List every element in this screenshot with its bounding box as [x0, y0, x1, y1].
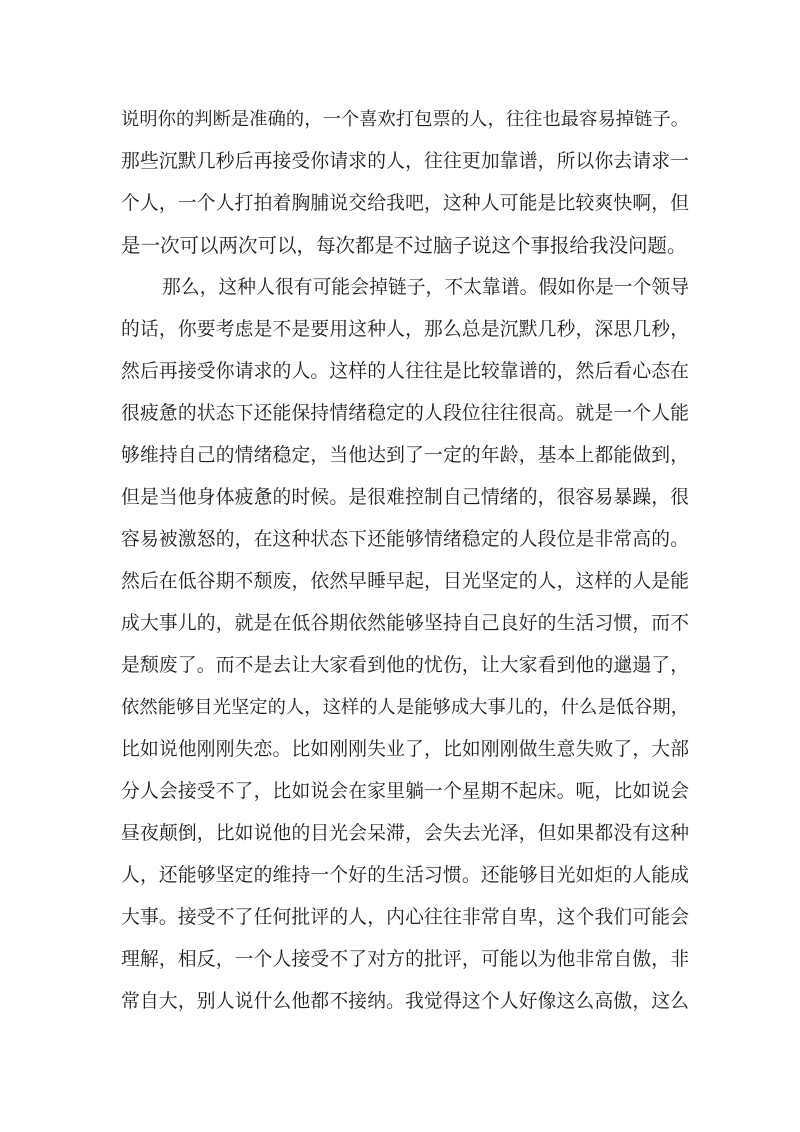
text-line: 理解，相反，一个人接受不了对方的批评，可能以为他非常自傲，非 [121, 949, 689, 970]
text-line: 个人，一个人打拍着胸脯说交给我吧，这种人可能是比较爽快啊，但 [121, 193, 689, 214]
text-line: 常自大，别人说什么他都不接纳。我觉得这个人好像这么高傲，这么 [121, 991, 689, 1012]
text-line: 比如说他刚刚失恋。比如刚刚失业了，比如刚刚做生意失败了，大部 [121, 739, 689, 760]
text-line: 那些沉默几秒后再接受你请求的人，往往更加靠谱，所以你去请求一 [121, 151, 689, 172]
text-line: 然后在低谷期不颓废，依然早睡早起，目光坚定的人，这样的人是能 [121, 571, 689, 592]
text-line: 成大事儿的，就是在低谷期依然能够坚持自己良好的生活习惯，而不 [121, 613, 689, 634]
text-line: 分人会接受不了，比如说会在家里躺一个星期不起床。呃，比如说会 [121, 781, 689, 802]
document-body [121, 99, 689, 1023]
text-line: 大事。接受不了任何批评的人，内心往往非常自卑，这个我们可能会 [121, 907, 689, 928]
text-line: 然后再接受你请求的人。这样的人往往是比较靠谱的，然后看心态在 [121, 361, 689, 382]
text-line: 昼夜颠倒，比如说他的目光会呆滞，会失去光泽，但如果都没有这种 [121, 823, 689, 844]
text-line: 那么，这种人很有可能会掉链子，不太靠谱。假如你是一个领导 [162, 277, 689, 298]
text-line: 是颓废了。而不是去让大家看到他的忧伤，让大家看到他的邋遢了， [121, 655, 689, 676]
text-line: 的话，你要考虑是不是要用这种人，那么总是沉默几秒，深思几秒， [121, 319, 689, 340]
text-line: 容易被激怒的，在这种状态下还能够情绪稳定的人段位是非常高的。 [121, 529, 689, 550]
text-line: 是一次可以两次可以，每次都是不过脑子说这个事报给我没问题。 [121, 234, 687, 257]
text-line: 够维持自己的情绪稳定，当他达到了一定的年龄，基本上都能做到， [121, 445, 689, 466]
text-line: 说明你的判断是准确的，一个喜欢打包票的人，往往也最容易掉链子。 [121, 109, 689, 130]
text-line: 很疲惫的状态下还能保持情绪稳定的人段位往往很高。就是一个人能 [121, 403, 689, 424]
text-line: 人，还能够坚定的维持一个好的生活习惯。还能够目光如炬的人能成 [121, 865, 689, 886]
text-line: 但是当他身体疲惫的时候。是很难控制自己情绪的，很容易暴躁，很 [121, 487, 689, 508]
text-line: 依然能够目光坚定的人，这样的人是能够成大事儿的，什么是低谷期， [121, 697, 689, 718]
